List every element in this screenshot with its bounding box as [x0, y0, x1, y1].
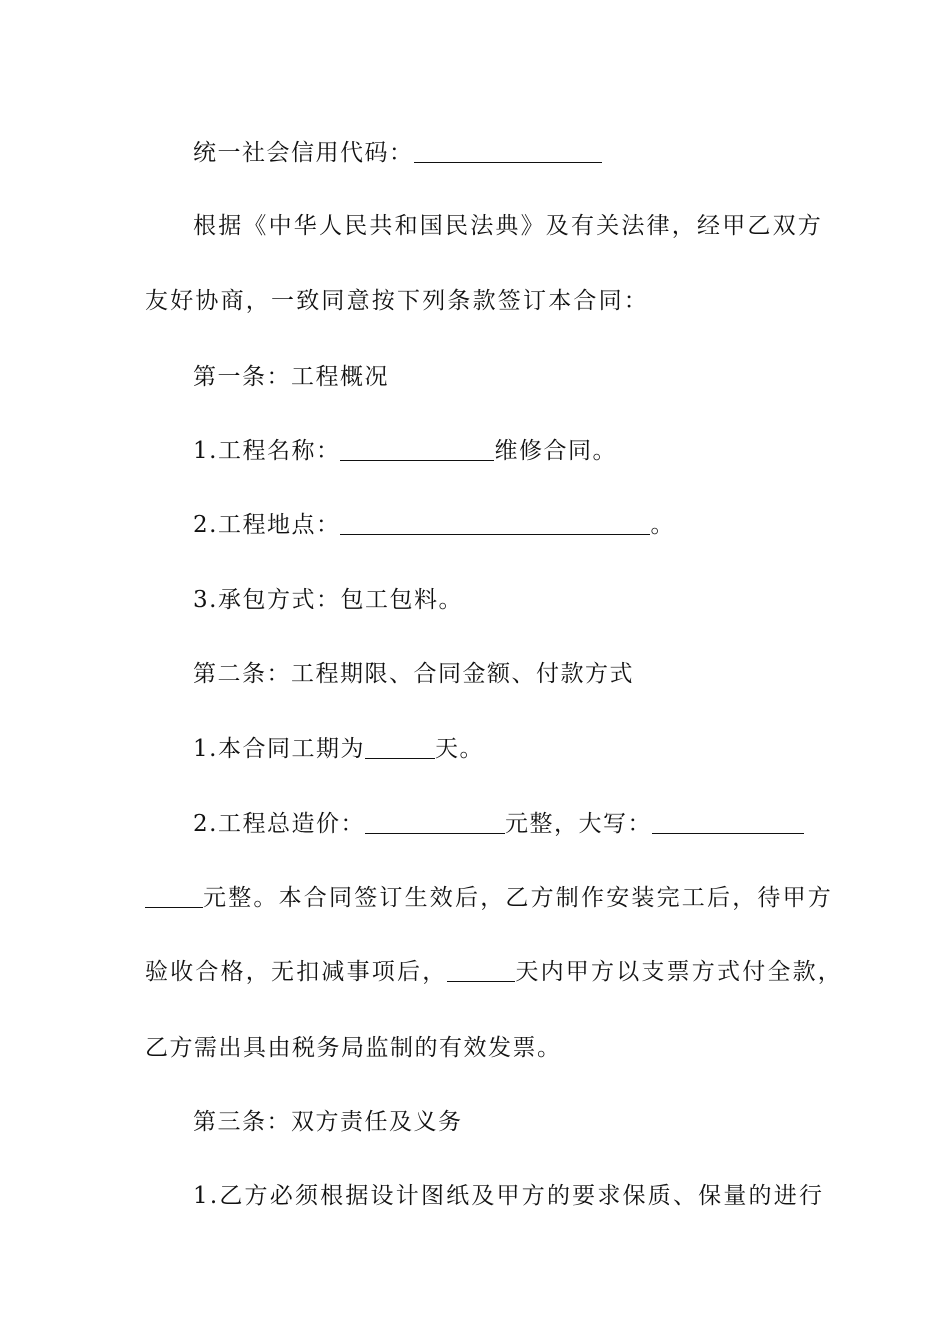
duration-suffix: 天。 — [434, 736, 484, 762]
preamble-line-2: 友好协商，一致同意按下列条款签订本合同： — [145, 288, 649, 314]
article-2-item-2 — [193, 809, 804, 839]
credit-code-line — [193, 138, 602, 168]
total-cost-label: 2.工程总造价： — [193, 811, 365, 837]
credit-code-label: 统一社会信用代码： — [193, 140, 414, 166]
project-location-label: 2.工程地点： — [193, 512, 341, 538]
article-2-item-2-line-2 — [145, 883, 833, 913]
payment-days-blank — [447, 959, 515, 982]
duration-label: 1.本合同工期为 — [193, 736, 365, 762]
article-2-item-2-line-4: 乙方需出具由税务局监制的有效发票。 — [145, 1035, 562, 1061]
payment-line3-prefix: 验收合格，无扣减事项后， — [145, 959, 448, 985]
article-1-item-3: 3.承包方式：包工包料。 — [193, 587, 463, 613]
article-1-item-1 — [193, 436, 617, 466]
project-name-suffix: 维修合同。 — [494, 438, 617, 464]
preamble-line-1: 根据《中华人民共和国民法典》及有关法律，经甲乙双方 — [193, 213, 823, 239]
total-cost-blank — [365, 811, 505, 834]
project-name-label: 1.工程名称： — [193, 438, 341, 464]
article-2-item-1 — [193, 734, 484, 764]
total-cost-uppercase-blank — [652, 811, 804, 834]
total-cost-mid: 元整，大写： — [504, 811, 652, 837]
duration-blank — [365, 736, 435, 759]
credit-code-blank — [414, 140, 602, 163]
total-cost-line2-text: 元整。本合同签订生效后，乙方制作安装完工后，待甲方 — [203, 885, 833, 911]
article-1-heading: 第一条：工程概况 — [193, 364, 389, 390]
article-3-item-1: 1.乙方必须根据设计图纸及甲方的要求保质、保量的进行 — [193, 1183, 825, 1209]
article-3-heading: 第三条：双方责任及义务 — [193, 1109, 463, 1135]
payment-line3-suffix: 天内甲方以支票方式付全款， — [515, 959, 844, 985]
article-2-item-2-line-3 — [145, 957, 843, 987]
project-name-blank — [340, 438, 494, 461]
project-location-blank — [340, 512, 650, 535]
project-location-suffix: 。 — [650, 512, 675, 538]
article-2-heading: 第二条：工程期限、合同金额、付款方式 — [193, 661, 634, 687]
article-1-item-2 — [193, 510, 675, 540]
total-cost-uppercase-blank-cont — [145, 885, 203, 908]
